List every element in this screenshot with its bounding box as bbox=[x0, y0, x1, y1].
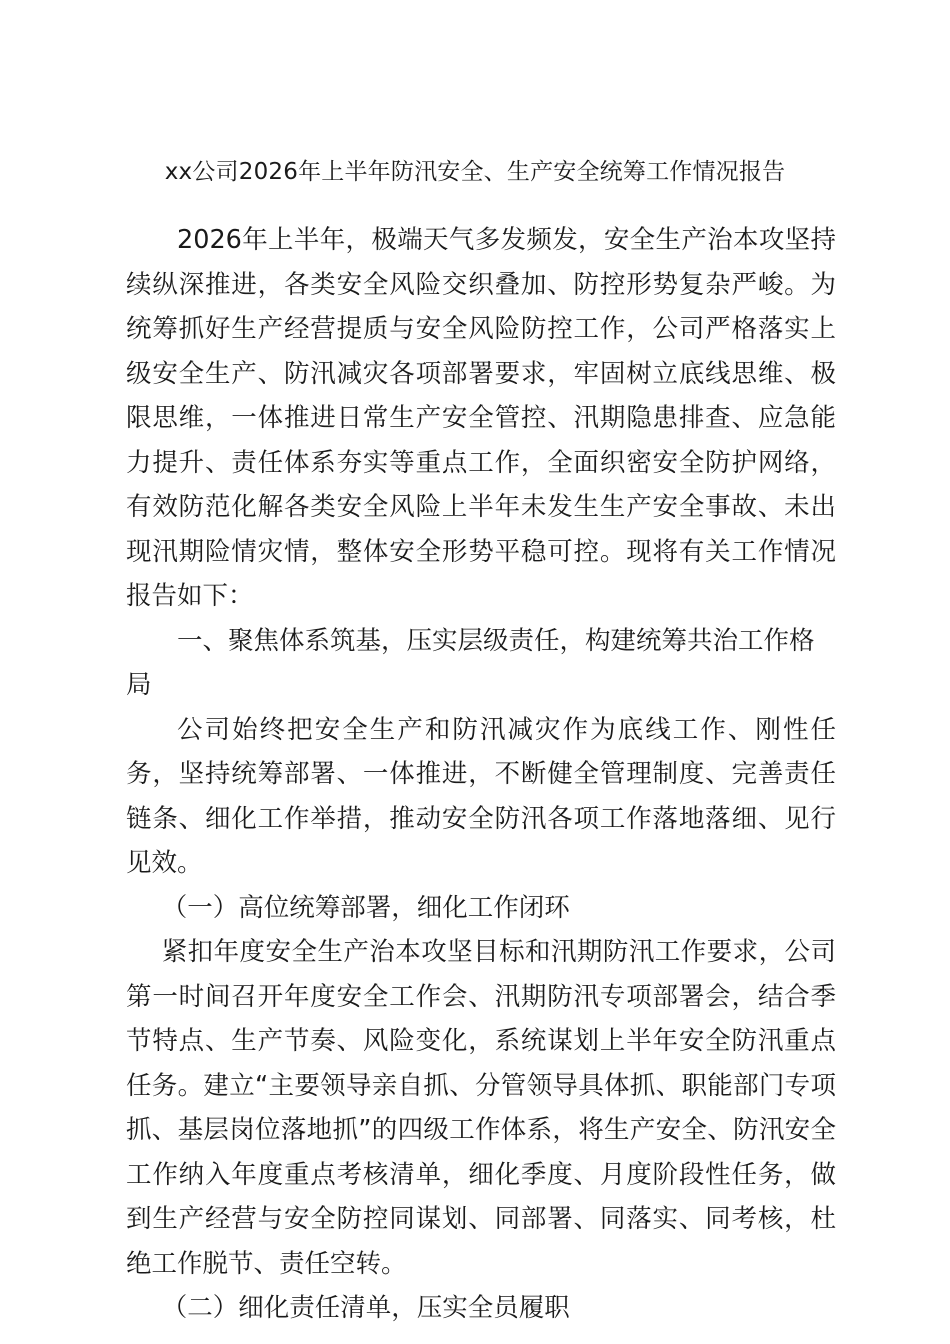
section-1-heading: 一、聚焦体系筑基，压实层级责任，构建统筹共治工作格局 bbox=[126, 625, 815, 700]
subsection-2-heading: （二）细化责任清单，压实全员履职 bbox=[161, 1293, 570, 1323]
subsection-1-paragraph: 紧扣年度安全生产治本攻坚目标和汛期防汛工作要求，公司第一时间召开年度安全工作会、汛期防汛专项部署会，结合季节特点、生产节奏、风险变化，系统谋划上半年安全防汛重点任务。建立“主要领导亲自抓、分管领导具体抓、职能部门专项抓、基层岗位落地抓”的四级工作体系，将生产安全、防汛安全工作纳入年度重点考核清单，细化季度、月度阶段性任务，做到生产经营与安全防控同谋划、同部署、同落实、同考核，杜绝工作脱节、责任空转。 bbox=[126, 937, 836, 1279]
subsection-1-heading: （一）高位统筹部署，细化工作闭环 bbox=[161, 892, 570, 923]
section-1-paragraph: 公司始终把安全生产和防汛减灾作为底线工作、刚性任务，坚持统筹部署、一体推进，不断健全管理制度、完善责任链条、细化工作举措，推动安全防汛各项工作落地落细、见行见效。 bbox=[126, 714, 836, 878]
intro-paragraph: 2026年上半年，极端天气多发频发，安全生产治本攻坚持续纵深推进，各类安全风险交织叠加、防控形势复杂严峻。为统筹抓好生产经营提质与安全风险防控工作，公司严格落实上级安全生产、防汛减灾各项部署要求，牢固树立底线思维、极限思维，一体推进日常生产安全管控、汛期隐患排查、应急能力提升、责任体系夯实等重点工作，全面织密安全防护网络，有效防范化解各类安全风险上半年未发生生产安全事故、未出现汛期险情灾情，整体安全形势平稳可控。现将有关工作情况报告如下： bbox=[126, 225, 836, 611]
document-title: xx公司2026年上半年防汛安全、生产安全统筹工作情况报告 bbox=[164, 159, 786, 185]
document-body bbox=[126, 218, 836, 1331]
